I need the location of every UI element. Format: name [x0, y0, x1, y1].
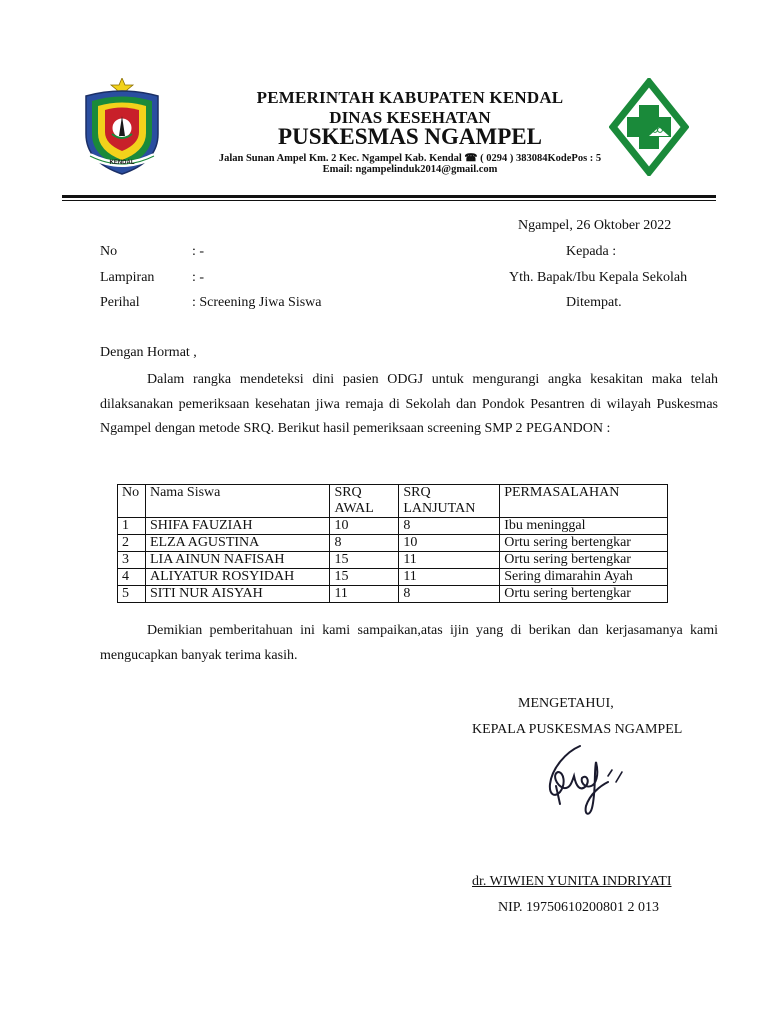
cell-srq-lanjutan: 11	[399, 569, 500, 586]
screening-results-table	[117, 484, 668, 603]
cell-srq-awal: 11	[330, 586, 399, 603]
header-email: Email: ngampelinduk2014@gmail.com	[322, 164, 498, 175]
cell-no: 4	[118, 569, 146, 586]
cell-no: 5	[118, 586, 146, 603]
header-government: PEMERINTAH KABUPATEN KENDAL	[256, 88, 564, 107]
header-cell-no: No	[118, 485, 146, 518]
header-rule-thin	[62, 200, 716, 201]
cell-name: ALIYATUR ROSYIDAH	[145, 569, 329, 586]
recipient: Yth. Bapak/Ibu Kepala Sekolah	[509, 270, 688, 285]
no-label: No	[100, 244, 118, 259]
table-row	[118, 535, 668, 552]
header-department: DINAS KESEHATAN	[329, 108, 491, 127]
table-row	[118, 552, 668, 569]
signatory-name: dr. WIWIEN YUNITA INDRIYATI	[472, 874, 672, 889]
table-row	[118, 586, 668, 603]
greeting: Dengan Hormat ,	[100, 345, 197, 360]
cell-srq-awal: 15	[330, 569, 399, 586]
cell-name: SHIFA FAUZIAH	[145, 518, 329, 535]
kepada-label: Kepada :	[566, 244, 617, 259]
cell-srq-lanjutan: 10	[399, 535, 500, 552]
body-paragraph-1	[100, 368, 718, 442]
header-institution: PUSKESMAS NGAMPEL	[278, 124, 542, 149]
ditempat: Ditempat.	[566, 295, 622, 310]
perihal-value: : Screening Jiwa Siswa	[192, 295, 322, 310]
header-cell-srq-awal: SRQ AWAL	[330, 485, 399, 518]
table-row	[118, 518, 668, 535]
lampiran-label: Lampiran	[100, 270, 155, 285]
cell-srq-awal: 8	[330, 535, 399, 552]
kendal-regency-crest-icon	[78, 78, 166, 176]
handwritten-signature-icon	[536, 742, 636, 822]
crest-label: KENDAL	[109, 160, 135, 166]
cell-permasalahan: Ortu sering bertengkar	[500, 586, 668, 603]
cell-permasalahan: Ortu sering bertengkar	[500, 552, 668, 569]
cell-srq-awal: 10	[330, 518, 399, 535]
cell-srq-lanjutan: 8	[399, 518, 500, 535]
paragraph-2-text: Demikian pemberitahuan ini kami sampaikan,atas ijin yang di berikan dan kerjasamanya kami mengucapkan banyak terima kasih.	[100, 623, 718, 663]
signatory-title: KEPALA PUSKESMAS NGAMPEL	[472, 722, 683, 737]
body-paragraph-2	[100, 619, 718, 668]
cell-srq-lanjutan: 8	[399, 586, 500, 603]
header-address: Jalan Sunan Ampel Km. 2 Kec. Ngampel Kab. Kendal ☎ ( 0294 ) 383084KodePos : 5	[218, 153, 602, 164]
header-cell-name: Nama Siswa	[145, 485, 329, 518]
cell-permasalahan: Ortu sering bertengkar	[500, 535, 668, 552]
header-cell-srq-lanjutan: SRQ LANJUTAN	[399, 485, 500, 518]
puskesmas-cross-icon	[609, 78, 689, 176]
cell-name: SITI NUR AISYAH	[145, 586, 329, 603]
cell-permasalahan: Sering dimarahin Ayah	[500, 569, 668, 586]
cell-no: 3	[118, 552, 146, 569]
cell-no: 2	[118, 535, 146, 552]
no-value: : -	[192, 244, 205, 259]
cell-permasalahan: Ibu meninggal	[500, 518, 668, 535]
cell-name: ELZA AGUSTINA	[145, 535, 329, 552]
header-rule-thick	[62, 195, 716, 198]
header-cell-permasalahan: PERMASALAHAN	[500, 485, 668, 518]
cell-no: 1	[118, 518, 146, 535]
paragraph-1-text: Dalam rangka mendeteksi dini pasien ODGJ untuk mengurangi angka kesakitan maka telah dilaksanakan pemeriksaan kesehatan jiwa remaja di Sekolah dan Pondok Pesantren di wilayah Puskesmas Ngampel dengan metode SRQ. Berikut hasil pemeriksaan screening SMP 2 PEGANDON :	[100, 372, 718, 436]
cell-srq-lanjutan: 11	[399, 552, 500, 569]
cell-srq-awal: 15	[330, 552, 399, 569]
perihal-label: Perihal	[100, 295, 140, 310]
cell-name: LIA AINUN NAFISAH	[145, 552, 329, 569]
mengetahui: MENGETAHUI,	[518, 696, 614, 711]
table-row	[118, 569, 668, 586]
lampiran-value: : -	[192, 270, 205, 285]
table-header-row	[118, 485, 668, 518]
letter-date: Ngampel, 26 Oktober 2022	[518, 218, 672, 233]
signatory-nip: NIP. 19750610200801 2 013	[498, 900, 660, 915]
